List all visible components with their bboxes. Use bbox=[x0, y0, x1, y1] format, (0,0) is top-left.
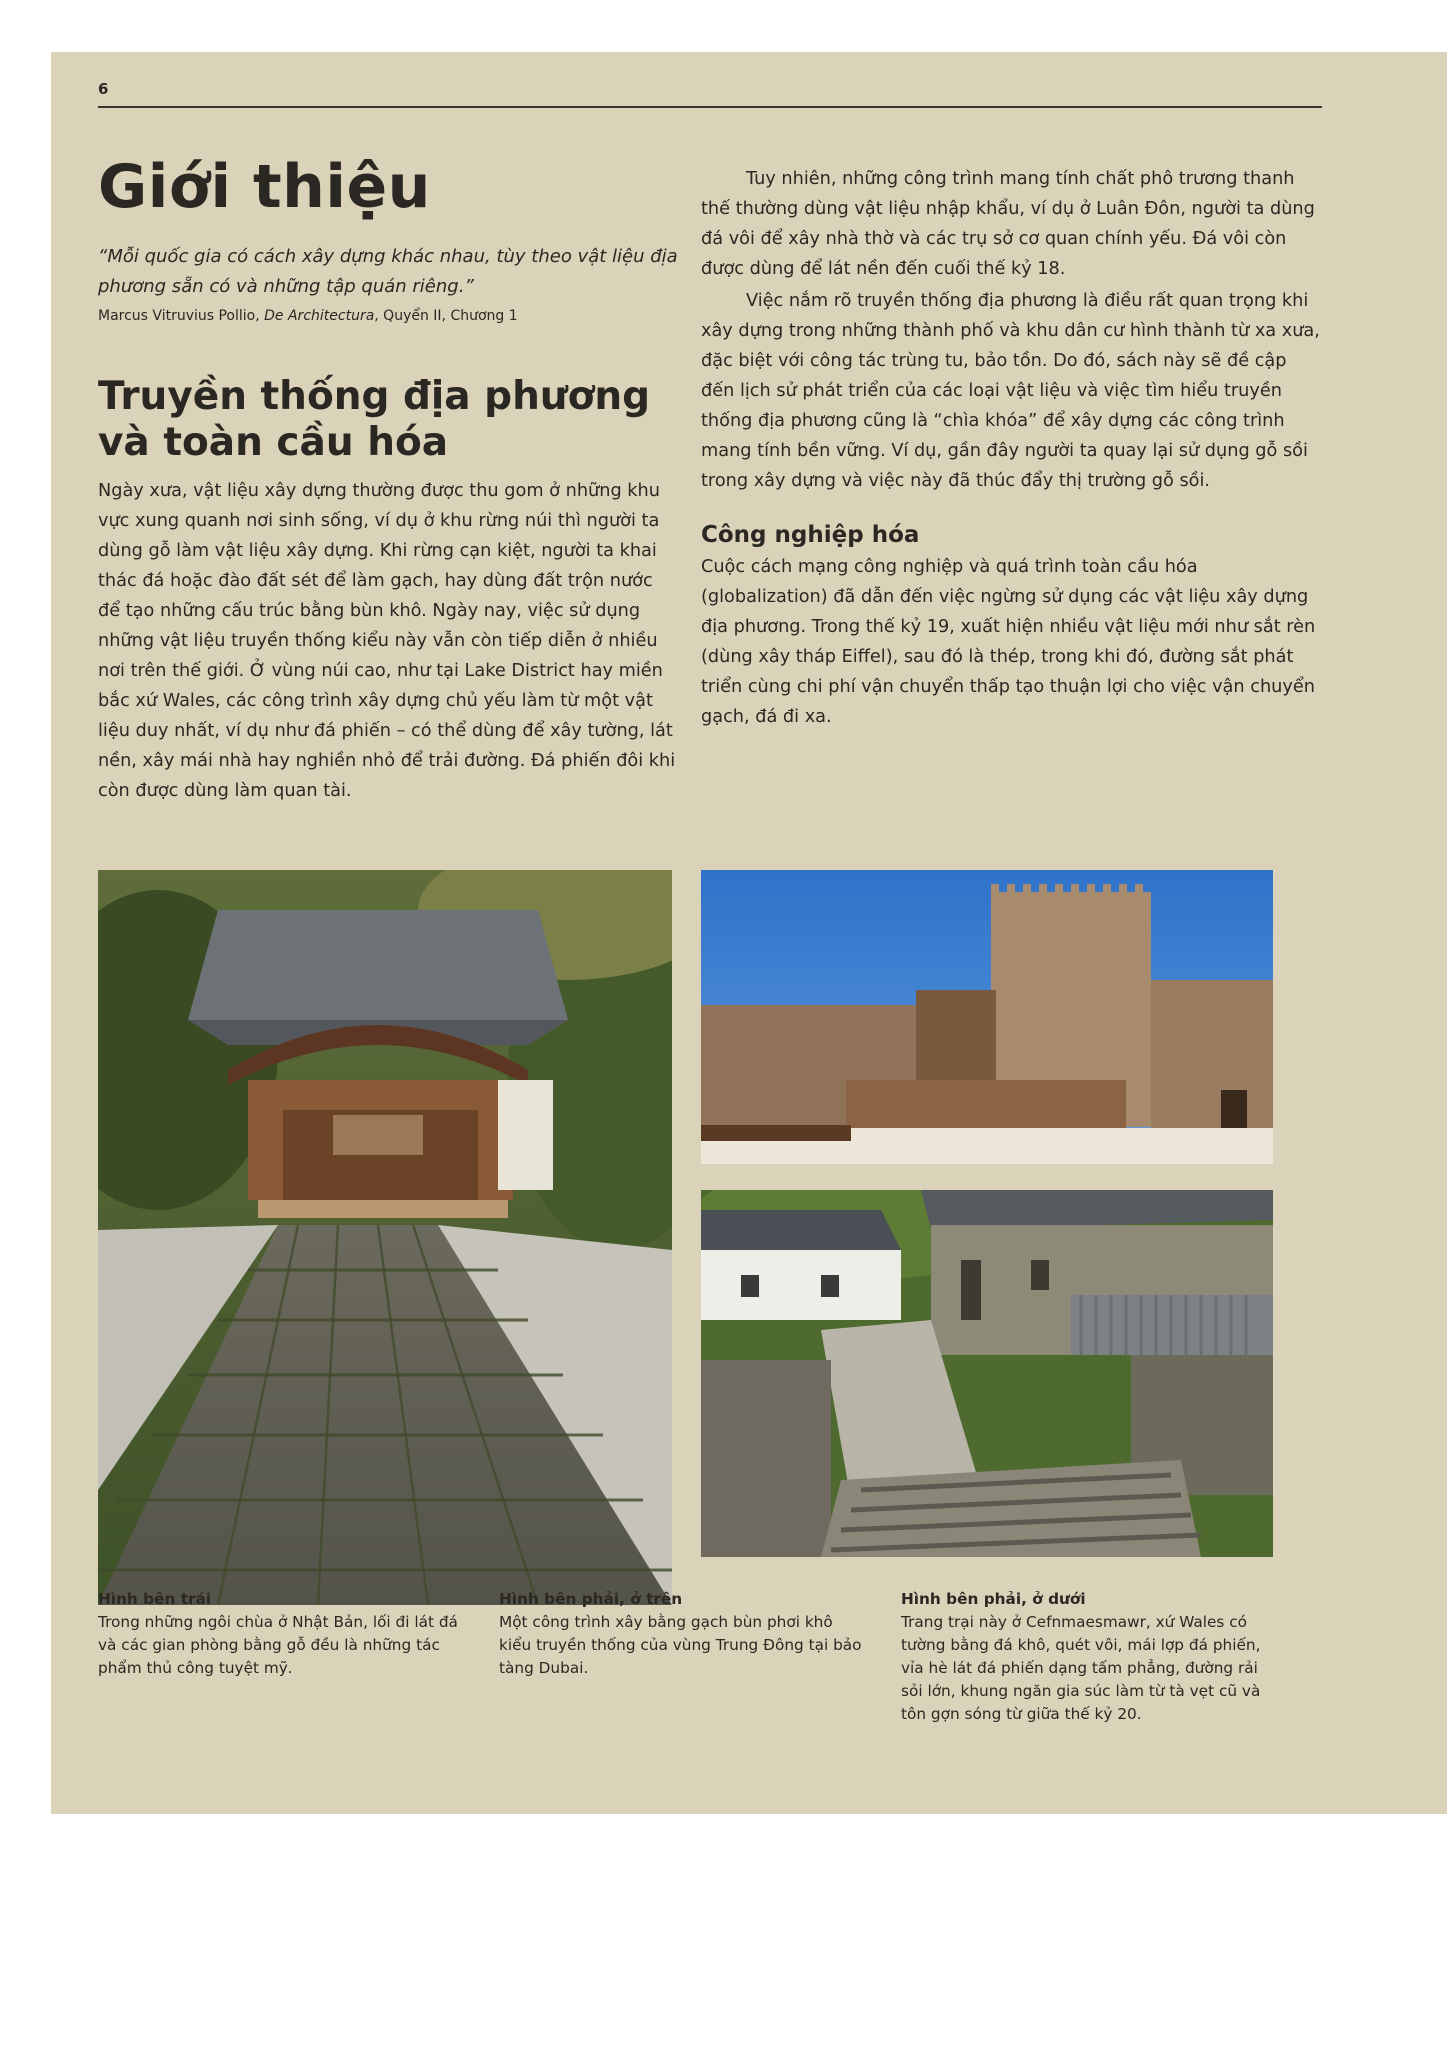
right-column bbox=[701, 164, 1321, 732]
caption-title: Hình bên phải, ở dưới bbox=[901, 1590, 1086, 1608]
temple-photo bbox=[98, 870, 672, 1605]
citation-work: De Architectura bbox=[264, 308, 375, 324]
body-paragraph: Việc nắm rõ truyền thống địa phương là điều rất quan trọng khi xây dựng trong những thành phố và khu dân cư hình thành từ xa xưa, đặc biệt với công tác trùng tu, bảo tồn. Do đó, sách này sẽ đề cập đến lịch sử phát triển của các loại vật liệu và việc tìm hiểu truyền thống địa phương cũng là “chìa khóa” để xây dựng các công trình mang tính bền vững. Ví dụ, gần đây người ta quay lại sử dụng gỗ sồi trong xây dựng và việc này đã thúc đẩy thị trường gỗ sồi. bbox=[701, 291, 1320, 491]
caption-right-top bbox=[499, 1588, 869, 1680]
caption-left bbox=[98, 1588, 478, 1680]
mud-brick-fort-photo bbox=[701, 870, 1273, 1164]
book-page bbox=[51, 52, 1447, 1814]
welsh-farm-photo bbox=[701, 1190, 1273, 1557]
epigraph-quote: “Mỗi quốc gia có cách xây dựng khác nhau, tùy theo vật liệu địa phương sẵn có và những tập quán riêng.” bbox=[98, 246, 678, 297]
citation-rest: , Quyển II, Chương 1 bbox=[374, 308, 518, 324]
caption-text: Trang trại này ở Cefnmaesmawr, xứ Wales có tường bằng đá khô, quét vôi, mái lợp đá phiến, vỉa hè lát đá phiến dạng tấm phẳng, đường rải sỏi lớn, khung ngăn gia súc làm từ tà vẹt cũ và tôn gợn sóng từ giữa thế kỷ 20. bbox=[901, 1613, 1261, 1723]
caption-text: Một công trình xây bằng gạch bùn phơi khô kiểu truyền thống của vùng Trung Đông tại bảo tàng Dubai. bbox=[499, 1613, 862, 1677]
caption-title: Hình bên trái bbox=[98, 1590, 212, 1608]
caption-text: Trong những ngôi chùa ở Nhật Bản, lối đi lát đá và các gian phòng bằng gỗ đều là những tác phẩm thủ công tuyệt mỹ. bbox=[98, 1613, 458, 1677]
section-heading-industrialization: Công nghiệp hóa bbox=[701, 522, 920, 548]
section-heading-local-tradition: Truyền thống địa phương và toàn cầu hóa bbox=[98, 374, 651, 465]
body-paragraph: Cuộc cách mạng công nghiệp và quá trình toàn cầu hóa (globalization) đã dẫn đến việc ngừng sử dụng các vật liệu xây dựng địa phương. Trong thế kỷ 19, xuất hiện nhiều vật liệu mới như sắt rèn (dùng xây tháp Eiffel), sau đó là thép, trong khi đó, đường sắt phát triển cùng chi phí vận chuyển thấp tạo thuận lợi cho việc vận chuyển gạch, đá đi xa. bbox=[701, 557, 1316, 727]
header-rule bbox=[98, 106, 1322, 108]
epigraph-citation bbox=[98, 308, 678, 324]
citation-author: Marcus Vitruvius Pollio, bbox=[98, 308, 265, 324]
page-title: Giới thiệu bbox=[98, 152, 431, 222]
left-column bbox=[98, 152, 678, 806]
caption-right-bottom bbox=[901, 1588, 1276, 1726]
page-number: 6 bbox=[98, 80, 109, 98]
caption-title: Hình bên phải, ở trên bbox=[499, 1590, 683, 1608]
body-paragraph: Ngày xưa, vật liệu xây dựng thường được thu gom ở những khu vực xung quanh nơi sinh sống, ví dụ ở khu rừng núi thì người ta dùng gỗ làm vật liệu xây dựng. Khi rừng cạn kiệt, người ta khai thác đá hoặc đào đất sét để làm gạch, hay dùng đất trộn nước để tạo những cấu trúc bằng bùn khô. Ngày nay, việc sử dụng những vật liệu truyền thống kiểu này vẫn còn tiếp diễn ở nhiều nơi trên thế giới. Ở vùng núi cao, như tại Lake District hay miền bắc xứ Wales, các công trình xây dựng chủ yếu làm từ một vật liệu duy nhất, ví dụ như đá phiến – có thể dùng để xây tường, lát nền, xây mái nhà hay nghiền nhỏ để trải đường. Đá phiến đôi khi còn được dùng làm quan tài. bbox=[98, 481, 676, 801]
body-paragraph: Tuy nhiên, những công trình mang tính chất phô trương thanh thế thường dùng vật liệu nhập khẩu, ví dụ ở Luân Đôn, người ta dùng đá vôi để xây nhà thờ và các trụ sở cơ quan chính yếu. Đá vôi còn được dùng để lát nền đến cuối thế kỷ 18. bbox=[701, 169, 1315, 279]
